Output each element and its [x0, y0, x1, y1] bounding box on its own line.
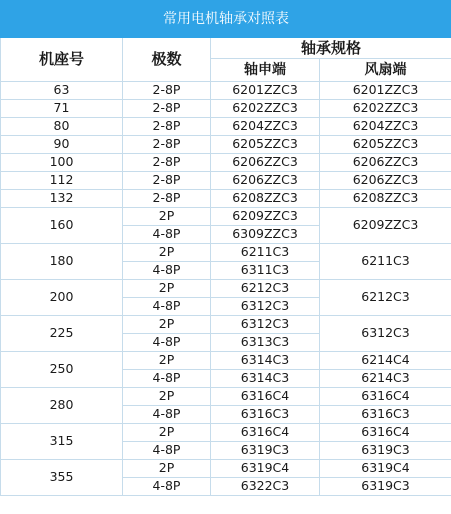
table-title: 常用电机轴承对照表 [1, 1, 451, 38]
poles-cell: 2P [123, 244, 211, 262]
poles-cell: 2-8P [123, 190, 211, 208]
shaft-end-cell: 6204ZZC3 [211, 118, 320, 136]
poles-cell: 2P [123, 280, 211, 298]
shaft-end-cell: 6206ZZC3 [211, 172, 320, 190]
poles-cell: 4-8P [123, 478, 211, 496]
header-frame: 机座号 [1, 38, 123, 82]
fan-end-cell: 6208ZZC3 [320, 190, 451, 208]
frame-cell: 63 [1, 82, 123, 100]
shaft-end-cell: 6316C3 [211, 406, 320, 424]
poles-cell: 4-8P [123, 406, 211, 424]
header-row-top [1, 38, 451, 59]
frame-cell: 315 [1, 424, 123, 460]
shaft-end-cell: 6208ZZC3 [211, 190, 320, 208]
poles-cell: 2P [123, 424, 211, 442]
shaft-end-cell: 6212C3 [211, 280, 320, 298]
shaft-end-cell: 6314C3 [211, 370, 320, 388]
poles-cell: 4-8P [123, 298, 211, 316]
table-row [1, 136, 451, 154]
frame-cell: 80 [1, 118, 123, 136]
shaft-end-cell: 6316C4 [211, 388, 320, 406]
frame-cell: 200 [1, 280, 123, 316]
poles-cell: 2P [123, 352, 211, 370]
fan-end-cell: 6202ZZC3 [320, 100, 451, 118]
fan-end-cell: 6201ZZC3 [320, 82, 451, 100]
table-row [1, 244, 451, 262]
shaft-end-cell: 6206ZZC3 [211, 154, 320, 172]
fan-end-cell: 6214C3 [320, 370, 451, 388]
poles-cell: 2-8P [123, 82, 211, 100]
shaft-end-cell: 6314C3 [211, 352, 320, 370]
fan-end-cell: 6316C4 [320, 424, 451, 442]
frame-cell: 355 [1, 460, 123, 496]
fan-end-cell: 6212C3 [320, 280, 451, 316]
shaft-end-cell: 6319C3 [211, 442, 320, 460]
fan-end-cell: 6214C4 [320, 352, 451, 370]
frame-cell: 225 [1, 316, 123, 352]
table-row [1, 154, 451, 172]
shaft-end-cell: 6312C3 [211, 316, 320, 334]
table-row [1, 190, 451, 208]
header-bearing-spec: 轴承规格 [211, 38, 451, 59]
shaft-end-cell: 6313C3 [211, 334, 320, 352]
shaft-end-cell: 6316C4 [211, 424, 320, 442]
fan-end-cell: 6312C3 [320, 316, 451, 352]
poles-cell: 2-8P [123, 118, 211, 136]
poles-cell: 4-8P [123, 262, 211, 280]
shaft-end-cell: 6319C4 [211, 460, 320, 478]
poles-cell: 2P [123, 460, 211, 478]
fan-end-cell: 6316C3 [320, 406, 451, 424]
shaft-end-cell: 6309ZZC3 [211, 226, 320, 244]
shaft-end-cell: 6201ZZC3 [211, 82, 320, 100]
poles-cell: 4-8P [123, 226, 211, 244]
frame-cell: 250 [1, 352, 123, 388]
table-row [1, 388, 451, 406]
frame-cell: 100 [1, 154, 123, 172]
frame-cell: 160 [1, 208, 123, 244]
poles-cell: 2-8P [123, 136, 211, 154]
table-row [1, 424, 451, 442]
table-row [1, 280, 451, 298]
title-row [1, 1, 451, 38]
shaft-end-cell: 6322C3 [211, 478, 320, 496]
shaft-end-cell: 6205ZZC3 [211, 136, 320, 154]
header-fan-end: 风扇端 [320, 59, 451, 82]
poles-cell: 2-8P [123, 154, 211, 172]
table-row [1, 82, 451, 100]
shaft-end-cell: 6209ZZC3 [211, 208, 320, 226]
shaft-end-cell: 6211C3 [211, 244, 320, 262]
header-shaft-end: 轴申端 [211, 59, 320, 82]
frame-cell: 280 [1, 388, 123, 424]
table-row [1, 352, 451, 370]
table-row [1, 172, 451, 190]
table-row [1, 460, 451, 478]
fan-end-cell: 6206ZZC3 [320, 154, 451, 172]
table-row [1, 118, 451, 136]
poles-cell: 2P [123, 388, 211, 406]
poles-cell: 2P [123, 316, 211, 334]
fan-end-cell: 6316C4 [320, 388, 451, 406]
shaft-end-cell: 6312C3 [211, 298, 320, 316]
poles-cell: 4-8P [123, 442, 211, 460]
poles-cell: 2P [123, 208, 211, 226]
table-row [1, 100, 451, 118]
fan-end-cell: 6319C4 [320, 460, 451, 478]
table-row [1, 208, 451, 226]
poles-cell: 4-8P [123, 334, 211, 352]
poles-cell: 4-8P [123, 370, 211, 388]
fan-end-cell: 6204ZZC3 [320, 118, 451, 136]
header-poles: 极数 [123, 38, 211, 82]
fan-end-cell: 6205ZZC3 [320, 136, 451, 154]
shaft-end-cell: 6311C3 [211, 262, 320, 280]
table-row [1, 316, 451, 334]
shaft-end-cell: 6202ZZC3 [211, 100, 320, 118]
fan-end-cell: 6319C3 [320, 478, 451, 496]
poles-cell: 2-8P [123, 100, 211, 118]
frame-cell: 180 [1, 244, 123, 280]
poles-cell: 2-8P [123, 172, 211, 190]
fan-end-cell: 6206ZZC3 [320, 172, 451, 190]
frame-cell: 112 [1, 172, 123, 190]
fan-end-cell: 6211C3 [320, 244, 451, 280]
frame-cell: 90 [1, 136, 123, 154]
fan-end-cell: 6319C3 [320, 442, 451, 460]
frame-cell: 132 [1, 190, 123, 208]
fan-end-cell: 6209ZZC3 [320, 208, 451, 244]
frame-cell: 71 [1, 100, 123, 118]
